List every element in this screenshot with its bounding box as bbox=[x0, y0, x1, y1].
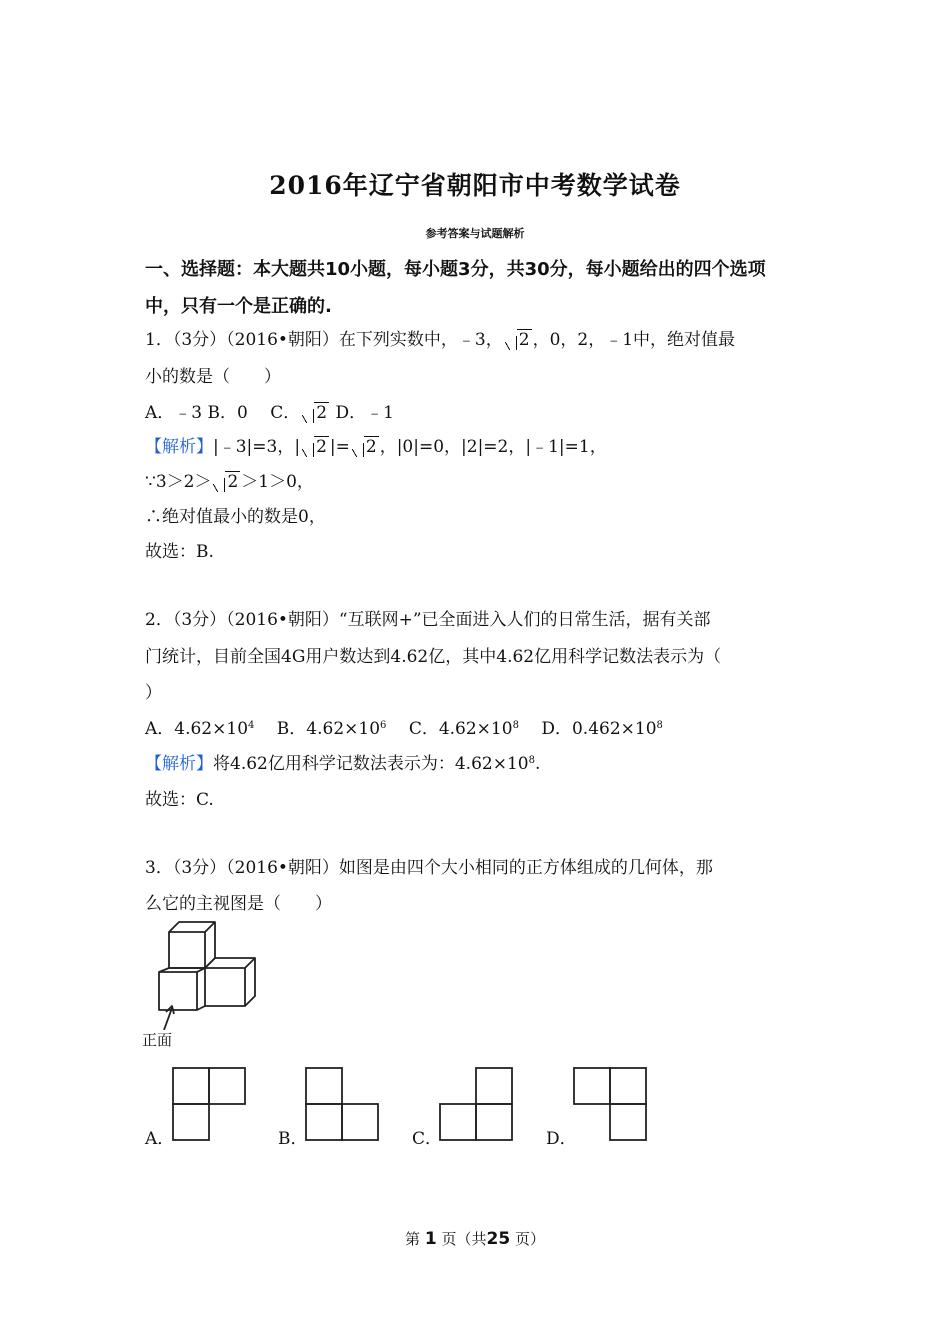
q2-stem-line1: 2．（3分）（2016•朝阳）“互联网+”已全面进入人们的日常生活，据有关部 bbox=[145, 610, 711, 630]
page-number: 1 bbox=[424, 1229, 437, 1249]
sqrt-symbol: 2 bbox=[504, 330, 532, 350]
analysis-tag: 【解析】 bbox=[145, 754, 213, 774]
page-footer: 第 1 页（共25 页） bbox=[405, 1229, 545, 1249]
q1-answer: 故选：B. bbox=[145, 542, 214, 562]
q2-option-d: D．$0.462\times 10^8$ bbox=[541, 719, 663, 739]
q2-option-c: C．$4.62\times 10^8$ bbox=[408, 719, 519, 739]
q3-option-c-figure bbox=[439, 1067, 515, 1143]
q2-answer: 故选：C. bbox=[145, 790, 214, 810]
q3-stem-line1: 3．（3分）（2016•朝阳）如图是由四个大小相同的正方体组成的几何体，那 bbox=[145, 858, 713, 878]
section-heading-line1: 一、选择题：本大题共10小题，每小题3分，共30分，每小题给出的四个选项 bbox=[145, 259, 766, 280]
q2-analysis: 【解析】将4.62亿用科学记数法表示为：$4.62\times 10^8$. bbox=[145, 754, 541, 774]
q3-option-a-figure bbox=[172, 1067, 248, 1143]
q2-options bbox=[145, 714, 663, 739]
q2-stem-line2: 门统计，目前全国4G用户数达到4.62亿，其中4.62亿用科学记数法表示为（ bbox=[145, 647, 722, 667]
q1-analysis: 【解析】|﹣3|=3，| 2 |= 2 ，|0|=0，|2|=2，|﹣1|=1， bbox=[145, 437, 607, 457]
page-total: 25 bbox=[486, 1229, 511, 1249]
section-heading-line2: 中，只有一个是正确的. bbox=[145, 296, 332, 317]
front-label: 正面 bbox=[142, 1031, 173, 1049]
q2-option-b: B．$4.62\times 10^6$ bbox=[276, 719, 387, 739]
q3-option-b-label: B． bbox=[278, 1129, 308, 1149]
q1-stem-line2: 小的数是（ ） bbox=[145, 367, 281, 387]
analysis-tag: 【解析】 bbox=[145, 437, 213, 457]
page-subtitle: 参考答案与试题解析 bbox=[425, 227, 525, 240]
cubes-figure bbox=[150, 920, 270, 1030]
sqrt-symbol: 2 bbox=[301, 403, 329, 423]
q2-stem-line3: ） bbox=[145, 683, 162, 703]
page-title: 2016年辽宁省朝阳市中考数学试卷 bbox=[269, 171, 681, 200]
sqrt-symbol: 2 bbox=[301, 437, 329, 457]
q3-option-d-label: D． bbox=[546, 1129, 577, 1149]
q3-option-a-label: A． bbox=[145, 1129, 175, 1149]
q2-option-a: A．$4.62\times 10^4$ bbox=[145, 719, 255, 739]
q3-stem-line2: 么它的主视图是（ ） bbox=[145, 894, 332, 914]
q1-because: ∵3＞2＞ 2 ＞1＞0， bbox=[145, 472, 314, 492]
q1-options: A．﹣3 B．0 C． 2 D．﹣1 bbox=[145, 403, 394, 423]
cubes-drawing bbox=[150, 920, 270, 1030]
q1-stem-line1: 1．（3分）（2016•朝阳）在下列实数中，﹣3， 2 ，0，2，﹣1中，绝对值最 bbox=[145, 330, 736, 350]
sqrt-symbol: 2 bbox=[212, 472, 240, 492]
sqrt-symbol: 2 bbox=[351, 437, 379, 457]
q3-option-d-figure bbox=[573, 1067, 649, 1143]
q3-option-b-figure bbox=[305, 1067, 381, 1143]
q1-therefore: ∴绝对值最小的数是0， bbox=[145, 507, 326, 527]
q3-option-c-label: C． bbox=[412, 1129, 443, 1149]
